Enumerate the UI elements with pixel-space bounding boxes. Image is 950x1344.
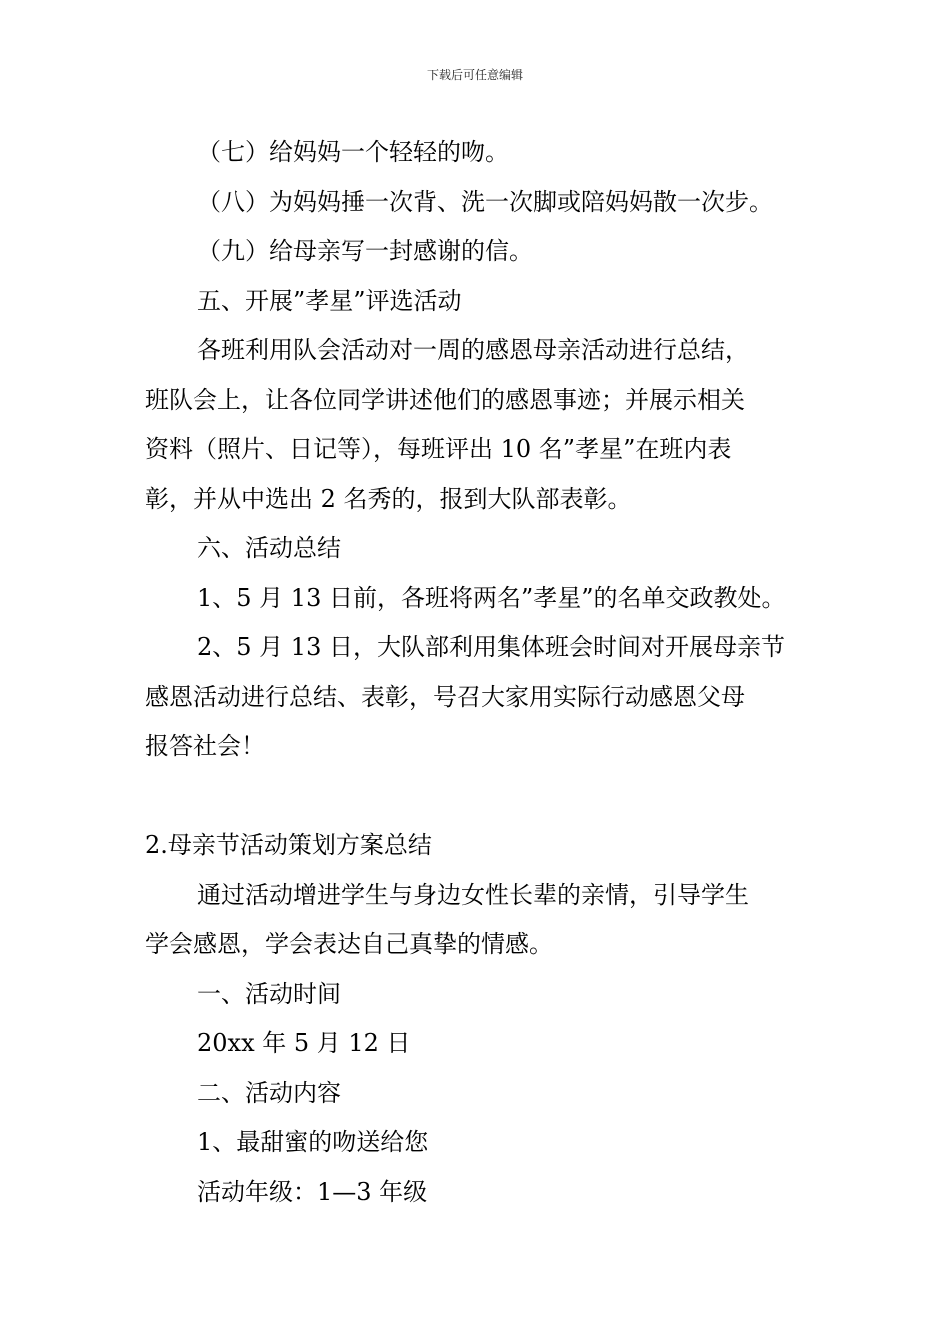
text-line: 一、活动时间	[197, 979, 341, 1008]
text-line: 通过活动增进学生与身边女性长辈的亲情，引导学生	[197, 880, 749, 909]
page-header: 下载后可任意编辑	[426, 68, 523, 82]
text-line: 2.母亲节活动策划方案总结	[145, 831, 432, 859]
text-line: 各班利用队会活动对一周的感恩母亲活动进行总结，	[197, 336, 749, 364]
blank-line	[145, 772, 815, 822]
text-line: 报答社会！	[145, 732, 265, 760]
text-line: 2、5 月 13 日，大队部利用集体班会时间对开展母亲节	[197, 633, 785, 661]
text-line: 1、最甜蜜的吻送给您	[197, 1128, 429, 1156]
text-line: 学会感恩，学会表达自己真挚的情感。	[145, 930, 553, 958]
text-line: 班队会上，让各位同学讲述他们的感恩事迹；并展示相关	[145, 385, 745, 414]
text-line: 活动年级：1—3 年级	[197, 1177, 428, 1206]
text-line: （七）给妈妈一个轻轻的吻。	[197, 138, 509, 166]
text-line: 六、活动总结	[197, 534, 341, 562]
text-line: 1、5 月 13 日前，各班将两名”孝星”的名单交政教处。	[197, 583, 786, 612]
text-line: 感恩活动进行总结、表彰，号召大家用实际行动感恩父母	[145, 682, 745, 711]
text-line: （九）给母亲写一封感谢的信。	[197, 237, 533, 265]
document-body	[145, 128, 815, 1217]
text-line: 20xx 年 5 月 12 日	[197, 1029, 411, 1057]
text-line: （八）为妈妈捶一次背、洗一次脚或陪妈妈散一次步。	[197, 187, 773, 216]
text-line: 资料（照片、日记等），每班评出 10 名”孝星”在班内表	[145, 435, 732, 463]
text-line: 二、活动内容	[197, 1078, 341, 1107]
text-line: 彰，并从中选出 2 名秀的，报到大队部表彰。	[145, 484, 632, 513]
text-line: 五、开展”孝星”评选活动	[197, 286, 462, 315]
